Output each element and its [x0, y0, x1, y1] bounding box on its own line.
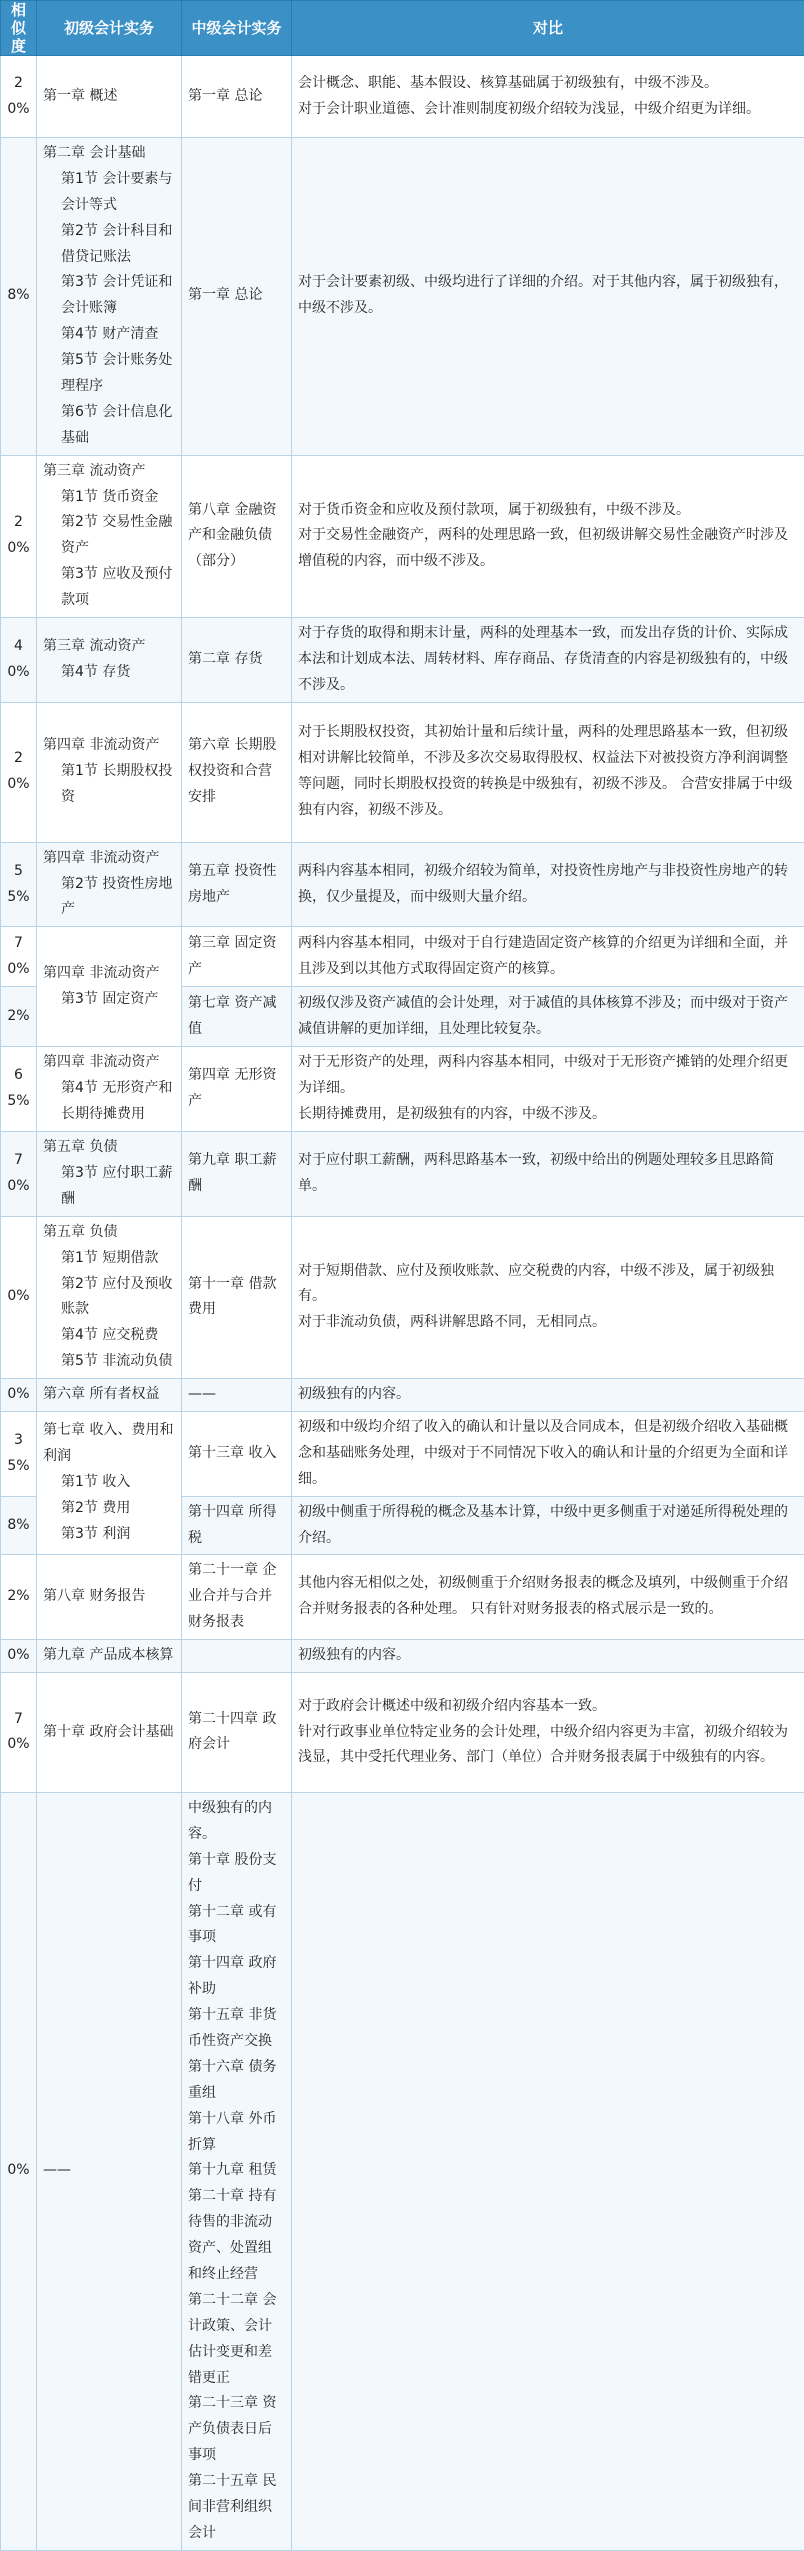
comparison-paragraph: 对于短期借款、应付及预收账款、应交税费的内容，中级不涉及，属于初级独有。 [298, 1259, 798, 1311]
intermediate-chapter: 第二章 存货 [188, 647, 285, 673]
comparison-cell [292, 1047, 804, 1132]
junior-section: 第2节 交易性金融资产 [43, 510, 175, 562]
comparison-cell [292, 1216, 804, 1378]
intermediate-chapter-cell [182, 138, 292, 456]
similarity-cell: 0% [1, 1216, 37, 1378]
intermediate-chapter-cell [182, 927, 292, 987]
junior-chapter-cell [37, 842, 182, 927]
intermediate-chapter: 第四章 无形资产 [188, 1063, 285, 1115]
junior-chapter: —— [43, 2158, 175, 2184]
comparison-cell [292, 138, 804, 456]
comparison-cell [292, 927, 804, 987]
table-row [1, 1555, 804, 1640]
intermediate-chapter: 第一章 总论 [188, 283, 285, 309]
similarity-cell: 2% [1, 1555, 37, 1640]
junior-chapter-cell [37, 1640, 182, 1673]
table-row [1, 138, 804, 456]
table-body [1, 56, 804, 2551]
junior-chapter-cell [37, 927, 182, 1047]
table-row [1, 1216, 804, 1378]
comparison-paragraph: 两科内容基本相同，初级介绍较为简单，对投资性房地产与非投资性房地产的转换，仅少量提及，而中级则大量介绍。 [298, 859, 798, 911]
header-comparison: 对比 [292, 1, 804, 56]
junior-chapter: 第六章 所有者权益 [43, 1382, 175, 1408]
table-row [1, 1640, 804, 1673]
intermediate-chapter: 第十二章 或有事项 [188, 1900, 285, 1952]
intermediate-chapter-cell [182, 1047, 292, 1132]
comparison-cell [292, 1379, 804, 1412]
similarity-cell: 8% [1, 138, 37, 456]
junior-chapter-cell [37, 1216, 182, 1378]
similarity-cell: 0% [1, 1379, 37, 1412]
table-row [1, 455, 804, 617]
intermediate-chapter-cell [182, 1496, 292, 1555]
comparison-paragraph: 对于应付职工薪酬，两科思路基本一致，初级中给出的例题处理较多且思路简单。 [298, 1148, 798, 1200]
intermediate-chapter-cell [182, 455, 292, 617]
junior-chapter-cell [37, 1411, 182, 1554]
comparison-paragraph: 对于会计要素初级、中级均进行了详细的介绍。对于其他内容，属于初级独有，中级不涉及。 [298, 270, 798, 322]
comparison-cell [292, 987, 804, 1047]
junior-section: 第5节 非流动负债 [43, 1349, 175, 1375]
intermediate-chapter-cell [182, 1216, 292, 1378]
intermediate-chapter: 第二十四章 政府会计 [188, 1707, 285, 1759]
junior-chapter-cell [37, 455, 182, 617]
intermediate-chapter-cell [182, 1379, 292, 1412]
junior-section: 第4节 无形资产和长期待摊费用 [43, 1076, 175, 1128]
comparison-paragraph: 针对行政事业单位特定业务的会计处理，中级介绍内容更为丰富，初级介绍较为浅显，其中受托代理业务、部门（单位）合并财务报表属于中级独有的内容。 [298, 1720, 798, 1772]
junior-chapter: 第四章 非流动资产 [43, 846, 175, 872]
comparison-paragraph: 初级和中级均介绍了收入的确认和计量以及合同成本，但是初级介绍收入基础概念和基础账务处理，中级对于不同情况下收入的确认和计量的介绍更为全面和详细。 [298, 1415, 798, 1493]
comparison-cell [292, 455, 804, 617]
intermediate-chapter: 中级独有的内容。 [188, 1796, 285, 1848]
comparison-paragraph: 对于长期股权投资，其初始计量和后续计量，两科的处理思路基本一致，但初级相对讲解比较简单，不涉及多次交易取得股权、权益法下对被投资方净利润调整等问题，同时长期股权投资的转换是中级独有，初级不涉及。 合营安排属于中级独有内容，初级不涉及。 [298, 720, 798, 824]
intermediate-chapter: 第十九章 租赁 [188, 2158, 285, 2184]
intermediate-chapter: 第十章 股份支付 [188, 1848, 285, 1900]
similarity-cell: 65% [1, 1047, 37, 1132]
intermediate-chapter: 第一章 总论 [188, 84, 285, 110]
header-row [1, 1, 804, 56]
intermediate-chapter-cell [182, 1640, 292, 1673]
junior-section: 第3节 利润 [43, 1522, 175, 1548]
junior-chapter-cell [37, 1672, 182, 1792]
comparison-cell [292, 1555, 804, 1640]
junior-section: 第2节 费用 [43, 1496, 175, 1522]
comparison-cell [292, 56, 804, 138]
comparison-paragraph: 初级仅涉及资产减值的会计处理，对于减值的具体核算不涉及；而中级对于资产减值讲解的更加详细，且处理比较复杂。 [298, 991, 798, 1043]
comparison-cell [292, 702, 804, 842]
junior-section: 第1节 货币资金 [43, 485, 175, 511]
similarity-cell: 0% [1, 1640, 37, 1673]
comparison-paragraph: 对于政府会计概述中级和初级介绍内容基本一致。 [298, 1694, 798, 1720]
junior-section: 第6节 会计信息化基础 [43, 400, 175, 452]
intermediate-chapter-cell [182, 702, 292, 842]
table-row [1, 1792, 804, 2550]
similarity-cell: 0% [1, 1792, 37, 2550]
junior-section: 第5节 会计账务处理程序 [43, 348, 175, 400]
junior-section: 第2节 投资性房地产 [43, 872, 175, 924]
junior-chapter-cell [37, 618, 182, 703]
junior-section: 第1节 会计要素与会计等式 [43, 167, 175, 219]
intermediate-chapter-cell [182, 842, 292, 927]
junior-chapter-cell [37, 138, 182, 456]
table-row [1, 842, 804, 927]
similarity-cell: 20% [1, 702, 37, 842]
intermediate-chapter: —— [188, 1382, 285, 1408]
junior-chapter: 第三章 流动资产 [43, 459, 175, 485]
junior-section: 第4节 存货 [43, 660, 175, 686]
comparison-paragraph: 长期待摊费用，是初级独有的内容，中级不涉及。 [298, 1102, 798, 1128]
comparison-cell [292, 842, 804, 927]
comparison-paragraph: 会计概念、职能、基本假设、核算基础属于初级独有，中级不涉及。 [298, 71, 798, 97]
junior-chapter: 第二章 会计基础 [43, 141, 175, 167]
junior-chapter-cell [37, 1379, 182, 1412]
junior-section: 第1节 收入 [43, 1470, 175, 1496]
comparison-paragraph: 对于会计职业道德、会计准则制度初级介绍较为浅显，中级介绍更为详细。 [298, 97, 798, 123]
intermediate-chapter: 第十五章 非货币性资产交换 [188, 2003, 285, 2055]
junior-chapter-cell [37, 56, 182, 138]
similarity-cell: 8% [1, 1496, 37, 1555]
intermediate-chapter: 第十四章 政府补助 [188, 1951, 285, 2003]
comparison-cell [292, 1792, 804, 2550]
junior-chapter: 第五章 负债 [43, 1220, 175, 1246]
junior-section: 第1节 短期借款 [43, 1246, 175, 1272]
comparison-paragraph: 初级独有的内容。 [298, 1643, 798, 1669]
similarity-cell: 2% [1, 987, 37, 1047]
junior-chapter: 第十章 政府会计基础 [43, 1720, 175, 1746]
header-intermediate: 中级会计实务 [182, 1, 292, 56]
similarity-cell: 70% [1, 1132, 37, 1217]
table-row [1, 702, 804, 842]
junior-section: 第2节 会计科目和借贷记账法 [43, 219, 175, 271]
table-row [1, 56, 804, 138]
junior-section: 第3节 会计凭证和会计账簿 [43, 270, 175, 322]
junior-chapter: 第四章 非流动资产 [43, 961, 175, 987]
comparison-cell [292, 1672, 804, 1792]
comparison-cell [292, 1640, 804, 1673]
comparison-cell [292, 1496, 804, 1555]
junior-chapter-cell [37, 1047, 182, 1132]
intermediate-chapter-cell [182, 1555, 292, 1640]
table-row [1, 1672, 804, 1792]
intermediate-chapter-cell [182, 1411, 292, 1496]
comparison-paragraph: 对于交易性金融资产，两科的处理思路一致，但初级讲解交易性金融资产时涉及增值税的内容，而中级不涉及。 [298, 523, 798, 575]
comparison-cell [292, 1411, 804, 1496]
junior-chapter-cell [37, 1792, 182, 2550]
intermediate-chapter: 第二十一章 企业合并与合并财务报表 [188, 1558, 285, 1636]
intermediate-chapter: 第十四章 所得税 [188, 1500, 285, 1552]
similarity-cell: 20% [1, 455, 37, 617]
intermediate-chapter-cell [182, 1792, 292, 2550]
intermediate-chapter: 第七章 资产减值 [188, 991, 285, 1043]
intermediate-chapter: 第二十章 持有待售的非流动资产、处置组和终止经营 [188, 2184, 285, 2288]
comparison-paragraph: 其他内容无相似之处，初级侧重于介绍财务报表的概念及填列，中级侧重于介绍合并财务报表的各种处理。 只有针对财务报表的格式展示是一致的。 [298, 1571, 798, 1623]
similarity-cell: 70% [1, 1672, 37, 1792]
intermediate-chapter: 第十三章 收入 [188, 1441, 285, 1467]
comparison-paragraph: 初级中侧重于所得税的概念及基本计算，中级中更多侧重于对递延所得税处理的介绍。 [298, 1500, 798, 1552]
intermediate-chapter: 第十八章 外币折算 [188, 2107, 285, 2159]
table-row [1, 1132, 804, 1217]
intermediate-chapter: 第五章 投资性房地产 [188, 859, 285, 911]
intermediate-chapter: 第二十二章 会计政策、会计估计变更和差错更正 [188, 2288, 285, 2392]
junior-chapter: 第三章 流动资产 [43, 634, 175, 660]
junior-chapter: 第八章 财务报告 [43, 1584, 175, 1610]
comparison-paragraph: 对于无形资产的处理，两科内容基本相同，中级对于无形资产摊销的处理介绍更为详细。 [298, 1050, 798, 1102]
table-row [1, 1411, 804, 1496]
junior-chapter: 第一章 概述 [43, 84, 175, 110]
table-row [1, 618, 804, 703]
junior-chapter: 第四章 非流动资产 [43, 733, 175, 759]
similarity-cell: 70% [1, 927, 37, 987]
table-row [1, 927, 804, 987]
intermediate-chapter: 第八章 金融资产和金融负债（部分） [188, 498, 285, 576]
junior-section: 第3节 应收及预付款项 [43, 562, 175, 614]
junior-chapter: 第四章 非流动资产 [43, 1050, 175, 1076]
header-junior: 初级会计实务 [37, 1, 182, 56]
intermediate-chapter: 第十六章 债务重组 [188, 2055, 285, 2107]
intermediate-chapter: 第六章 长期股权投资和合营安排 [188, 733, 285, 811]
intermediate-chapter-cell [182, 1132, 292, 1217]
similarity-cell: 35% [1, 1411, 37, 1496]
intermediate-chapter: 第九章 职工薪酬 [188, 1148, 285, 1200]
junior-chapter: 第九章 产品成本核算 [43, 1643, 175, 1669]
junior-chapter-cell [37, 1132, 182, 1217]
intermediate-chapter: 第二十三章 资产负债表日后事项 [188, 2391, 285, 2469]
table-row [1, 1047, 804, 1132]
similarity-cell: 40% [1, 618, 37, 703]
header-similarity: 相似度 [1, 1, 37, 56]
junior-section: 第3节 固定资产 [43, 987, 175, 1013]
intermediate-chapter: 第三章 固定资产 [188, 931, 285, 983]
intermediate-chapter-cell [182, 987, 292, 1047]
intermediate-chapter-cell [182, 618, 292, 703]
intermediate-chapter-cell [182, 1672, 292, 1792]
junior-chapter: 第七章 收入、费用和利润 [43, 1418, 175, 1470]
junior-section: 第1节 长期股权投资 [43, 759, 175, 811]
comparison-cell [292, 618, 804, 703]
intermediate-chapter: 第十一章 借款费用 [188, 1272, 285, 1324]
junior-chapter-cell [37, 702, 182, 842]
comparison-paragraph: 对于货币资金和应收及预付款项，属于初级独有，中级不涉及。 [298, 498, 798, 524]
similarity-cell: 20% [1, 56, 37, 138]
similarity-cell: 55% [1, 842, 37, 927]
junior-section: 第3节 应付职工薪酬 [43, 1161, 175, 1213]
comparison-paragraph: 对于非流动负债，两科讲解思路不同，无相同点。 [298, 1310, 798, 1336]
junior-section: 第4节 财产清查 [43, 322, 175, 348]
junior-section: 第2节 应付及预收账款 [43, 1272, 175, 1324]
table-row [1, 1379, 804, 1412]
comparison-paragraph: 两科内容基本相同，中级对于自行建造固定资产核算的介绍更为详细和全面，并且涉及到以其他方式取得固定资产的核算。 [298, 931, 798, 983]
comparison-cell [292, 1132, 804, 1217]
comparison-paragraph: 对于存货的取得和期末计量，两科的处理基本一致，而发出存货的计价、实际成本法和计划成本法、周转材料、库存商品、存货清查的内容是初级独有的，中级不涉及。 [298, 621, 798, 699]
comparison-paragraph: 初级独有的内容。 [298, 1382, 798, 1408]
intermediate-chapter: 第二十五章 民间非营利组织会计 [188, 2469, 285, 2547]
junior-chapter-cell [37, 1555, 182, 1640]
junior-section: 第4节 应交税费 [43, 1323, 175, 1349]
intermediate-chapter-cell [182, 56, 292, 138]
junior-chapter: 第五章 负债 [43, 1135, 175, 1161]
